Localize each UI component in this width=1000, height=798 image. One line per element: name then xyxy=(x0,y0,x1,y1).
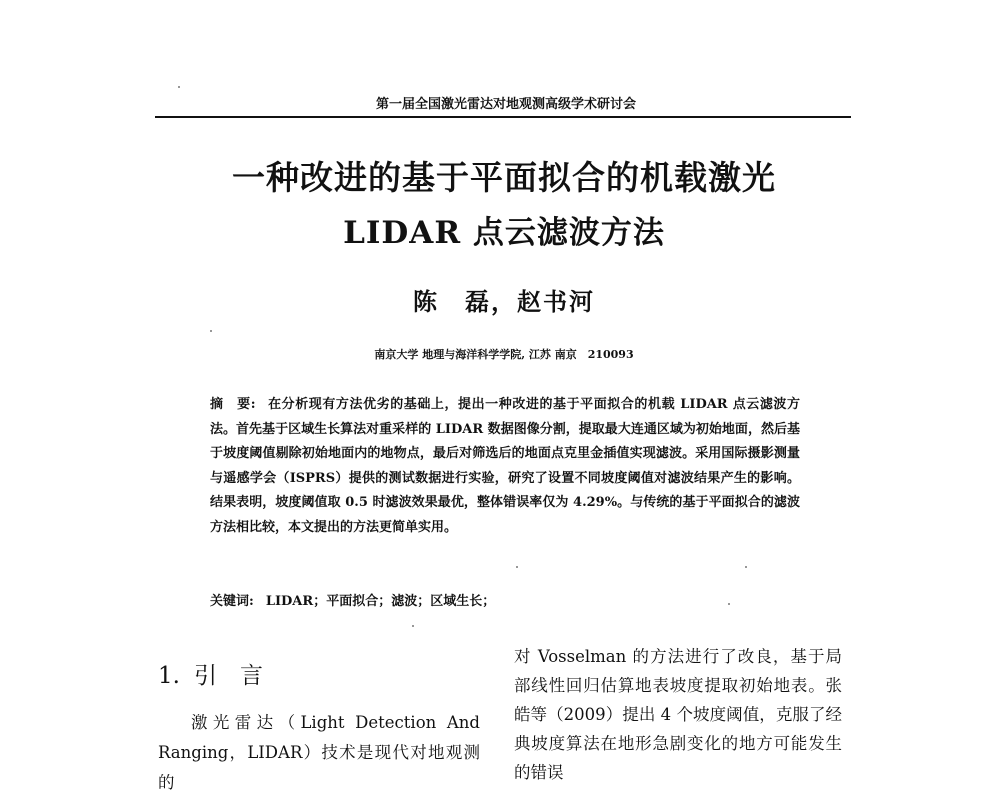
section-number: 1. xyxy=(158,663,180,689)
paper-title-line-1: 一种改进的基于平面拟合的机载激光 xyxy=(232,158,776,197)
abstract xyxy=(210,393,800,541)
scan-speck xyxy=(412,625,414,627)
right-column xyxy=(514,642,842,787)
keywords xyxy=(210,590,800,609)
right-column-paragraph: 对 Vosselman 的方法进行了改良，基于局部线性回归估算地表坡度提取初始地表。张皓等（2009）提出 4 个坡度阈值，克服了经典坡度算法在地形急剧变化的地方可能发生的错误 xyxy=(514,647,842,782)
abstract-label: 摘 要: xyxy=(210,397,256,412)
abstract-text: 在分析现有方法优劣的基础上，提出一种改进的基于平面拟合的机载 LIDAR 点云滤波方法。首先基于区域生长算法对重采样的 LIDAR 数据图像分割，提取最大连通区域为初始地面，然后基于坡度阈值剔除初始地面内的地物点，最后对筛选后的地面点克里金插值实现滤波。采用国际摄影测量与遥感学会（ISPRS）提供的测试数据进行实验，研究了设置不同坡度阈值对滤波结果产生的影响。结果表明，坡度阈值取 0.5 时滤波效果最优，整体错误率仅为 4.29%。与传统的基于平面拟合的滤波方法相比较，本文提出的方法更简单实用。 xyxy=(210,397,800,535)
left-column xyxy=(158,708,480,798)
header-rule xyxy=(155,116,851,118)
conference-header: 第一届全国激光雷达对地观测高级学术研讨会 xyxy=(375,97,636,112)
keywords-label: 关键词: xyxy=(210,594,254,609)
authors: 陈 磊，赵书河 xyxy=(413,287,595,316)
affiliation: 南京大学 地理与海洋科学学院, 江苏 南京 210093 xyxy=(374,348,634,361)
scan-speck xyxy=(210,330,212,332)
keywords-text: LIDAR；平面拟合；滤波；区域生长； xyxy=(265,594,496,609)
scan-speck xyxy=(516,566,518,568)
scan-speck xyxy=(178,86,180,88)
section-heading xyxy=(158,657,263,690)
left-column-paragraph: 激光雷达（Light Detection And Ranging，LIDAR）技术是现代对地观测的 xyxy=(158,713,480,792)
scan-speck xyxy=(728,603,730,605)
paper-title-line-2: LIDAR 点云滤波方法 xyxy=(343,215,665,251)
scan-speck xyxy=(745,566,747,568)
section-title: 引 言 xyxy=(193,663,263,689)
